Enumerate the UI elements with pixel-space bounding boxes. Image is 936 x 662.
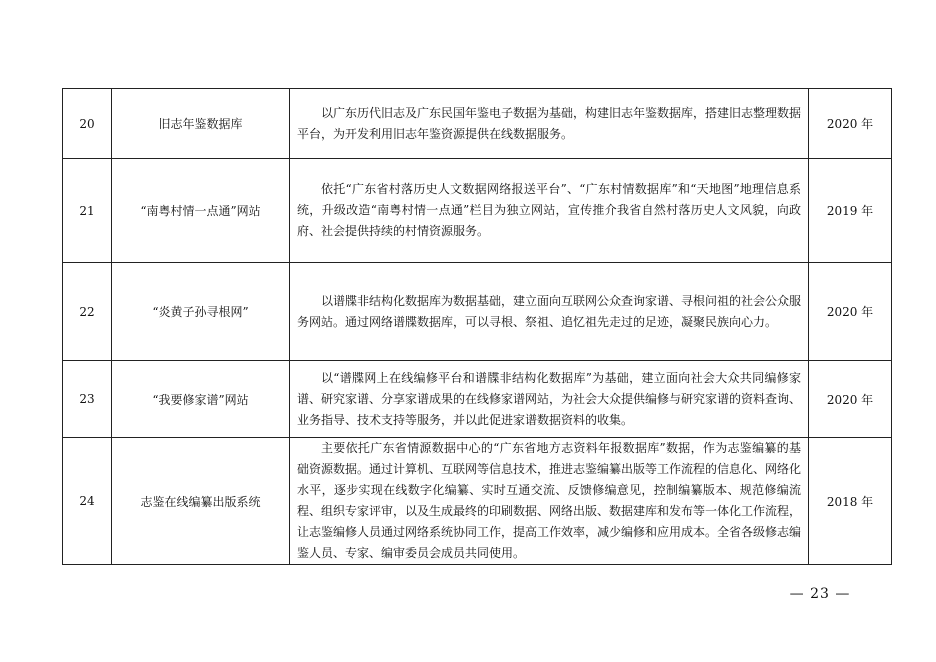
row-number: 22 bbox=[63, 263, 112, 361]
year: 2020 年 bbox=[809, 263, 892, 361]
description-cell bbox=[290, 159, 809, 263]
description-cell bbox=[290, 89, 809, 159]
year: 2018 年 bbox=[809, 438, 892, 565]
row-number: 21 bbox=[63, 159, 112, 263]
description-text: 以谱牒非结构化数据库为数据基础，建立面向互联网公众查询家谱、寻根问祖的社会公众服务网站。通过网络谱牒数据库，可以寻根、祭祖、追忆祖先走过的足迹，凝聚民族向心力。 bbox=[297, 293, 802, 329]
table-row bbox=[63, 89, 892, 159]
description-cell bbox=[290, 361, 809, 438]
year: 2019 年 bbox=[809, 159, 892, 263]
table-row bbox=[63, 438, 892, 565]
description-text: 主要依托广东省情源数据中心的“广东省地方志资料年报数据库”数据，作为志鉴编纂的基础资源数据。通过计算机、互联网等信息技术，推进志鉴编纂出版等工作流程的信息化、网络化水平，逐步实现在线数字化编纂、实时互通交流、反馈修编意见，控制编纂版本、规范修编流程、组织专家评审，以及生成最终的印刷数据、网络出版、数据建库和发布等一体化工作流程，让志鉴编修人员通过网络系统协同工作，提高工作效率，减少编修和应用成本。全省各级修志编鉴人员、专家、编审委员会成员共同使用。 bbox=[297, 441, 802, 560]
year: 2020 年 bbox=[809, 89, 892, 159]
row-number: 20 bbox=[63, 89, 112, 159]
table-row bbox=[63, 159, 892, 263]
row-number: 23 bbox=[63, 361, 112, 438]
system-name: 志鉴在线编纂出版系统 bbox=[112, 438, 290, 565]
system-name: “炎黄子孙寻根网” bbox=[112, 263, 290, 361]
description-cell bbox=[290, 438, 809, 565]
system-name: “南粤村情一点通”网站 bbox=[112, 159, 290, 263]
records-table-body bbox=[63, 89, 892, 565]
description-text: 以广东历代旧志及广东民国年鉴电子数据为基础，构建旧志年鉴数据库，搭建旧志整理数据平台，为开发利用旧志年鉴资源提供在线数据服务。 bbox=[297, 105, 802, 141]
year: 2020 年 bbox=[809, 361, 892, 438]
row-number: 24 bbox=[63, 438, 112, 565]
table-row bbox=[63, 263, 892, 361]
system-name: 旧志年鉴数据库 bbox=[112, 89, 290, 159]
description-text: 以“谱牒网上在线编修平台和谱牒非结构化数据库”为基础，建立面向社会大众共同编修家谱、研究家谱、分享家谱成果的在线修家谱网站，为社会大众提供编修与研究家谱的资料查询、业务指导、技术支持等服务，并以此促进家谱数据资料的收集。 bbox=[297, 370, 802, 427]
system-name: “我要修家谱”网站 bbox=[112, 361, 290, 438]
records-table bbox=[62, 88, 892, 565]
table-row bbox=[63, 361, 892, 438]
description-text: 依托“广东省村落历史人文数据网络报送平台”、“广东村情数据库”和“天地图”地理信息系统，升级改造“南粤村情一点通”栏目为独立网站，宣传推介我省自然村落历史人文风貌，向政府、社会提供持续的村情资源服务。 bbox=[297, 182, 801, 238]
description-cell bbox=[290, 263, 809, 361]
page-number: — 23 — bbox=[789, 586, 851, 602]
